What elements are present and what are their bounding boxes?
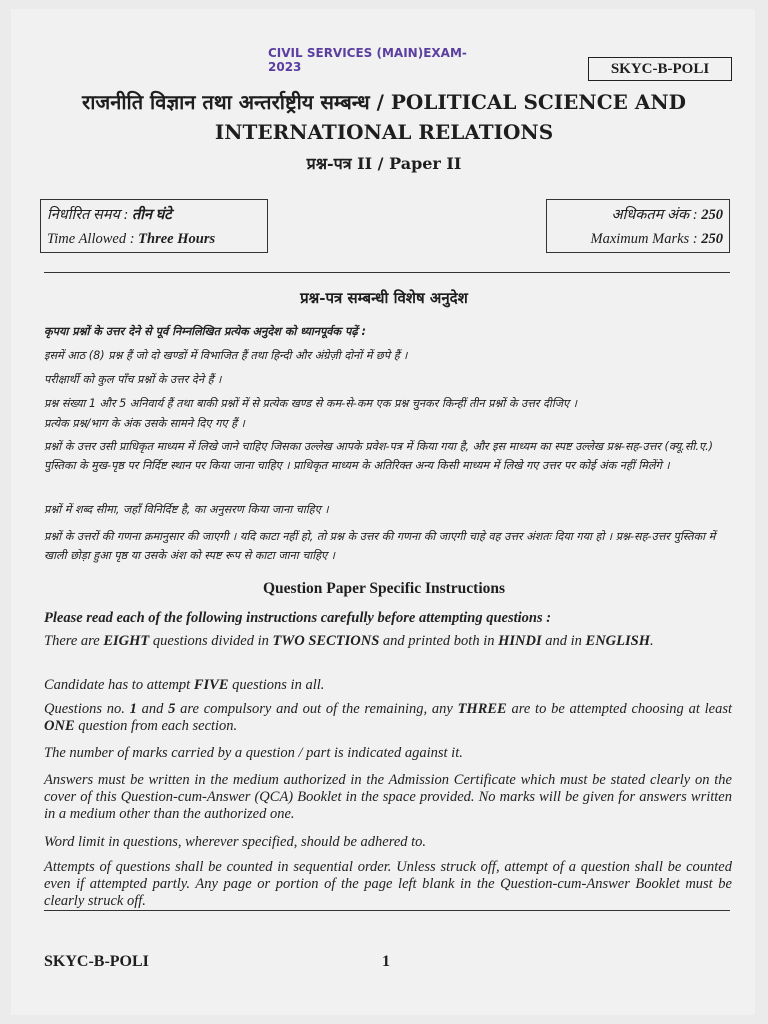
p3-text-e: are compulsory and out of the remaining, any xyxy=(175,701,458,717)
time-hindi xyxy=(47,203,261,227)
p1-english: ENGLISH xyxy=(585,633,650,649)
marks-english-label: Maximum Marks : xyxy=(590,231,698,247)
english-instruction-6: Word limit in questions, wherever specified, should be adhered to. xyxy=(44,834,427,850)
p1-eight: EIGHT xyxy=(103,633,150,649)
paper-number: प्रश्न-पत्र II / Paper II xyxy=(306,154,462,173)
page-number: 1 xyxy=(382,953,390,970)
divider xyxy=(44,272,730,273)
english-instruction-7: Attempts of questions shall be counted in sequential order. Unless struck off, attempt of a question shall be counted even if attempted partly. Any page or portion of the page left blank in the Question-cum-Answer Booklet must be clearly struck off. xyxy=(44,859,732,909)
p1-text-e: and printed both in xyxy=(379,633,499,649)
english-instruction-5: Answers must be written in the medium authorized in the Admission Certificate which must be stated clearly on the cover of this Question-cum-Answer (QCA) Booklet in the space provided. No marks will be given for answers written in a medium other than the authorized one. xyxy=(44,772,732,822)
hindi-instruction-7: प्रश्नों के उत्तरों की गणना क्रमानुसार की जाएगी । यदि काटा नहीं हो, तो प्रश्न के उत्तर की गणना की जाएगी चाहे वह उत्तर अंशतः दिया गया हो । प्रश्न-सह-उत्तर पुस्तिका में खाली छोड़ा हुआ पृष्ठ या उसके अंश को स्पष्ट रूप से काटा जाना चाहिए । xyxy=(44,530,716,562)
marks-hindi xyxy=(553,203,723,227)
time-hindi-value: तीन घंटे xyxy=(132,207,172,223)
p3-one-word: ONE xyxy=(44,718,75,734)
english-instructions-heading: Question Paper Specific Instructions xyxy=(262,580,506,597)
footer-paper-code: SKYC-B-POLI xyxy=(44,953,149,970)
english-instruction-3 xyxy=(44,701,732,735)
p3-text-a: Questions no. xyxy=(44,701,130,717)
english-intro-text: Please read each of the following instructions carefully before attempting questions : xyxy=(44,610,552,626)
time-english-label: Time Allowed : xyxy=(47,231,135,247)
hindi-instruction-1: इसमें आठ (8) प्रश्न हैं जो दो खण्डों में विभाजित हैं तथा हिन्दी और अंग्रेज़ी दोनों में छपे हैं । xyxy=(44,349,408,362)
hindi-intro xyxy=(44,322,732,341)
time-english xyxy=(47,227,261,251)
hindi-instruction-2: परीक्षार्थी को कुल पाँच प्रश्नों के उत्तर देने हैं । xyxy=(44,373,222,386)
p1-text-c: questions divided in xyxy=(149,633,273,649)
hindi-instruction-4: प्रत्येक प्रश्न/भाग के अंक उसके सामने दिए गए हैं । xyxy=(44,417,245,430)
title-line-2: INTERNATIONAL RELATIONS xyxy=(214,120,554,144)
maximum-marks-box xyxy=(546,199,730,253)
p1-period: . xyxy=(650,633,654,649)
p2-text-c: questions in all. xyxy=(228,677,325,693)
hindi-instruction-6: प्रश्नों में शब्द सीमा, जहाँ विनिर्दिष्ट है, का अनुसरण किया जाना चाहिए । xyxy=(44,503,329,516)
paper-code-box: SKYC-B-POLI xyxy=(588,57,732,81)
p3-five: 5 xyxy=(168,701,176,717)
p3-text-g: are to be attempted choosing at least xyxy=(506,701,732,717)
divider xyxy=(44,910,730,911)
time-hindi-label: निर्धारित समय : xyxy=(47,207,129,223)
exam-stamp: CIVIL SERVICES (MAIN)EXAM- 2023 xyxy=(268,46,467,74)
marks-hindi-label: अधिकतम अंक : xyxy=(611,207,698,223)
p2-text-a: Candidate has to attempt xyxy=(44,677,194,693)
p3-text-c: and xyxy=(136,701,169,717)
english-instruction-1 xyxy=(44,633,732,650)
p2-five: FIVE xyxy=(193,677,229,693)
p1-text-g: and in xyxy=(541,633,586,649)
marks-english-value: 250 xyxy=(701,231,723,247)
p3-text-i: question from each section. xyxy=(74,718,238,734)
hindi-instruction-5: प्रश्नों के उत्तर उसी प्राधिकृत माध्यम में लिखे जाने चाहिए जिसका उल्लेख आपके प्रवेश-पत्र में किया गया है, और इस माध्यम का स्पष्ट उल्लेख प्रश्न-सह-उत्तर (क्यू.सी.ए.) पुस्तिका के मुख-पृष्ठ पर निर्दिष्ट स्थान पर किया जाना चाहिए । प्राधिकृत माध्यम के अतिरिक्त अन्य किसी माध्यम में लिखे गए उत्तर पर कोई अंक नहीं मिलेंगे । xyxy=(44,440,713,472)
title-line-1: राजनीति विज्ञान तथा अन्तर्राष्ट्रीय सम्बन्ध / POLITICAL SCIENCE AND xyxy=(82,90,686,114)
marks-hindi-value: 250 xyxy=(701,207,723,223)
p1-hindi: HINDI xyxy=(498,633,542,649)
english-intro xyxy=(44,610,732,627)
hindi-instruction-3: प्रश्न संख्या 1 और 5 अनिवार्य हैं तथा बाकी प्रश्नों में से प्रत्येक खण्ड से कम-से-कम एक प्रश्न चुनकर किन्हीं तीन प्रश्नों के उत्तर दीजिए । xyxy=(44,397,578,410)
p3-three: THREE xyxy=(457,701,507,717)
english-instruction-4: The number of marks carried by a question / part is indicated against it. xyxy=(44,745,463,761)
time-english-value: Three Hours xyxy=(138,231,216,247)
p3-one: 1 xyxy=(129,701,137,717)
marks-english xyxy=(553,227,723,251)
hindi-intro-text: कृपया प्रश्नों के उत्तर देने से पूर्व निम्नलिखित प्रत्येक अनुदेश को ध्यानपूर्वक पढ़ें : xyxy=(44,325,367,338)
hindi-instructions-heading: प्रश्न-पत्र सम्बन्धी विशेष अनुदेश xyxy=(300,289,468,307)
english-instruction-2 xyxy=(44,677,732,694)
p1-two-sections: TWO SECTIONS xyxy=(272,633,380,649)
time-allowed-box xyxy=(40,199,268,253)
p1-text-a: There are xyxy=(44,633,104,649)
